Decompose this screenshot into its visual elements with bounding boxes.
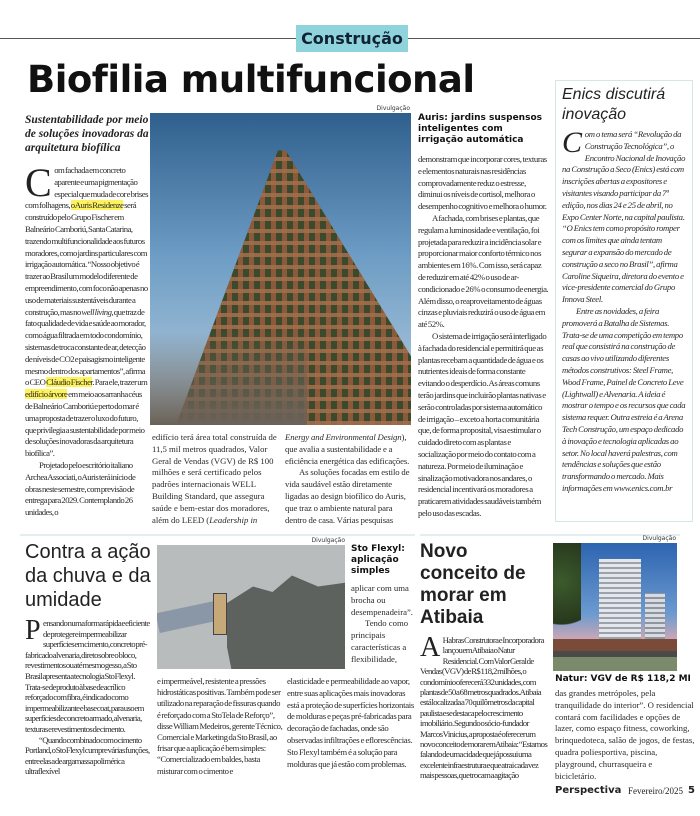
text: om fachada em concreto aparente e uma pigmentação especial que muda de cor e brises com folhagens, — [25, 165, 148, 211]
sto-col-3 — [351, 583, 415, 666]
natur-headline: Novo conceito de morar em Atibaia — [420, 541, 526, 628]
text: . Para ele, trazer um — [92, 377, 148, 388]
page-title: Biofilia multifuncional — [27, 58, 475, 101]
natur-photo — [553, 543, 677, 671]
tree — [553, 543, 581, 639]
text: ensando numa forma rápida e eficiente de proteger e impermeabilizar superfícies em cimento, concreto pré-fabricado alvenaria, direto sobre o bloco, revestimentos ou até mesmo gesso, a Sto Brasil apresenta a tecnologia Sto Flexyl. Trata-se de produto à base de acrílico reforçado com fibra, é indicado como impermeabilizante e base coat, para uso em superfícies de concreto armado, alvenaria, texturas e revestimentos de cimento. — [25, 618, 150, 734]
tower-base-shadow — [150, 331, 307, 425]
paragraph: As soluções focadas em estilo de vida saudável estão diretamente ligadas ao design biofílico do Auris, que traz o ambiente natural para dentro de casa. Várias pesquisas — [285, 467, 410, 525]
issue-date: Fevereiro/2025 — [628, 786, 683, 796]
divider — [20, 534, 415, 536]
italic-term: Leadership in — [209, 514, 258, 525]
drop-cap: A — [420, 632, 440, 663]
paragraph: Tendo como principais características a flexibilidade, — [351, 618, 409, 664]
sidebar-inner — [562, 85, 686, 495]
text: será construído pelo Grupo Fischer em Balneário Camboriú, Santa Catarina, trazendo multifuncionalidade aos futuros moradores, como jardins particulares com irrigação automática. “Nosso objetivo é trazer ao Brasil um modelo diferente de empreendimento, com foco não apenas no uso de materiais sustentáveis durante a construção, mas no — [25, 200, 148, 317]
paragraph: aplicar com uma brocha ou desempenadeira”. — [351, 583, 413, 617]
header-rule-left — [0, 38, 296, 39]
section-badge: Construção — [296, 25, 408, 52]
drop-cap: C — [25, 160, 52, 205]
sto-col-1 — [25, 615, 151, 777]
natur-col-1 — [420, 632, 549, 781]
italic-term: Energy and Environmental Design — [285, 432, 402, 442]
text: em meio aos arranha céus de Balneário Camboriú e perto do mar é uma proposta de trazer o luxo do futuro, que privilegia a sustentabilidade por meio de soluções inovadoras da arquitetura biofílica”. — [25, 389, 145, 459]
highlight: edifício árvore — [25, 389, 68, 400]
photo-credit: Divulgação — [642, 535, 676, 542]
main-col-4-block — [418, 113, 549, 520]
building-tower — [599, 559, 641, 647]
main-col-1 — [25, 160, 149, 519]
photo-caption: Sto Flexyl: aplicação simples — [351, 544, 405, 576]
sidebar-body — [562, 126, 686, 495]
brush-icon — [213, 593, 227, 635]
sto-col-3-block — [351, 544, 415, 666]
text: Habras Construtora e Incorporadora lançou em Atibaia o Natur Residencial. Com Valor Geral de Vendas (VGV) de R$ 118,2 milhões, o condomínio oferecerá 332 unidades, com plantas de 50 a 68 metros quadrados. Atibaia está localizada a 70 quilômetros da capital paulista e se destaca pelo crescimento imobiliário. Segundo o sócio-fundador Marcos Vinicius, a proposta é oferecer um novo conceito de morar em Atibaia: “Estamos falando de uma cidade que já possui uma excelente infraestrutura e que atrai cada vez mais pessoas, que trocam a agitação — [420, 635, 548, 781]
text: ), que avalia a sustentabilidade e a eficiência energética das edificações. — [285, 432, 410, 466]
photo-caption: Auris: jardins suspensos inteligentes com irrigação automática — [418, 113, 542, 145]
sidebar-box — [555, 80, 693, 522]
main-col-2 — [152, 432, 280, 526]
road — [553, 657, 677, 671]
sidebar-title: Enics discutirá inovação — [562, 86, 666, 123]
sto-col-2: e impermeável, resistente a pressões hidrostáticas positivas. Também pode ser utilizado na reparação de fissuras quando é reforçado com a StoTela de Reforço”, disse William Medeiros, gerente Técnico, Comercial e Marketing da Sto Brasil, ao frisar que a aplicação é bem simples: “Comercializado em baldes, basta misturar com o cimento e — [157, 676, 283, 776]
highlight: Cláudio Fischer — [46, 377, 93, 388]
publication-name: Perspectiva — [555, 785, 622, 796]
paragraph: Projetado pelo escritório italiano Archea Associati, o Auris terá início de obras neste semestre, com previsão de entrega para 2029. Contemplando 26 unidades, o — [25, 459, 136, 518]
sto-col-1-block — [25, 540, 151, 777]
text: , que traz de fato qualidade de vida e saúde ao morador, como água filtrada em todo condomínio, sistemas de troca constante de ar, detecção de níveis de CO2 e paisagismo inteligente mesmo dentro dos apartamentos”, afirma o CEO — [25, 306, 146, 388]
photo-caption: Natur: VGV de R$ 118,2 MI — [555, 674, 691, 684]
photo-credit: Divulgação — [311, 537, 345, 544]
text: om o tema será “Revolução da Construção Tecnológica”, o Encontro Nacional de Inovação na Construção a Seco (Enics) está com inscrições abertas a expositores e visitantes visando participar da 7ª edição, nos dias 24 e 25 de abril, no Expo Center Norte, na capital paulista. “O Enics tem como propósito romper com os limites que ainda tentam segurar a expansão do mercado de construção a seco no Brasil”, afirma Caroline Siqueira, diretora do evento e vice-presidente comercial do Grupo Innova Steel. — [562, 129, 686, 305]
highlight: o Auris Residenze — [70, 200, 124, 211]
arm — [157, 601, 218, 633]
drop-cap: C — [562, 126, 582, 159]
paragraph: “Quando combinado com o cimento Portland, o Sto Flexyl cumpre várias funções, entre elas a de argamassa polimérica ultraflexível — [25, 734, 150, 777]
paragraph: A fachada, com brises e plantas, que regulam a luminosidade e ventilação, foi projetada para reduzir a incidência solar e proporcionar maior conforto térmico nos ambientes em 16%. Com isso, será capaz de reduzir em até 42% o uso de ar-condicionado e 26% o consumo de energia. Além disso, o reaproveitamento de águas cinzas e pluviais reduzirá o uso de água em até 52%. — [418, 212, 549, 330]
italic-term: well living — [81, 306, 112, 317]
natur-col-2: das grandes metrópoles, pela tranquilidade do interior”. O residencial contará com facilidades e opções de lazer, como espaço fitness, coworking, brinquedoteca, salão de jogos, de festas, quadra poliesportiva, piscina, playground, churrasqueira e bicicletário. — [555, 688, 695, 781]
tower-photo — [150, 113, 411, 425]
text: edifício terá área total construída de 11,5 mil metros quadrados, Valor Geral de Vendas (VGV) de R$ 100 milhões e será certificado pelos padrões internacionais WELL Building Standard, que assegura saúde e bem-estar dos moradores, além do LEED ( — [152, 432, 277, 525]
main-col-1-block — [25, 113, 149, 519]
header-rule-right — [408, 38, 700, 39]
photo-credit: Divulgação — [376, 105, 410, 112]
sto-headline: Contra a ação da chuva e da umidade — [25, 541, 151, 611]
sto-col-4: elasticidade e permeabilidade ao vapor, entre suas aplicações mais inovadoras está a proteção de superfícies horizontais de molduras e peças pré-fabricadas para decoração de fachadas, onde são observadas infiltrações e eflorescências. Sto Flexyl também é a solução para molduras que já estão com problemas. — [287, 676, 414, 769]
main-col-4 — [418, 154, 549, 520]
drop-cap: P — [25, 615, 40, 646]
wall — [553, 639, 677, 651]
sto-photo — [157, 545, 345, 669]
page-number: 5 — [688, 785, 695, 796]
coating-patch — [227, 570, 345, 669]
paragraph: Entre as novidades, a feira promoverá a Batalha de Sistemas. Trata-se de uma competição em tempo real que consistirá na construção de casas ao vivo utilizando diferentes métodos construtivos: Steel Frame, Wood Frame, Painel de Concreto Leve (Lightwall) e Alvenaria. A ideia é mostrar o tempo e os recursos que cada sistema requer. Outra estreia é a Arena Tech Construção, um espaço dedicado à inovação e tecnologia aplicadas ao setor. No local haverá palestras, com tendências e soluções que estão transformando o mercado. Mais informações em www.enics.com.br — [562, 305, 686, 493]
paragraph: demonstram que incorporar cores, texturas e elementos naturais nas residências comprovadamente reduz o estresse, diminui os níveis de cortisol, melhora o desempenho cognitivo e melhora o humor. — [418, 154, 547, 212]
article-subtitle: Sustentabilidade por meio de soluções inovadoras da arquitetura biofílica — [25, 114, 149, 154]
paragraph: O sistema de irrigação será interligado à fachada do residencial e permitirá que as plantas recebam a quantidade de água e os nutrientes ideais de forma constante evitando o desperdício. As áreas comuns terão jardins que incluirão plantas nativas e serão controladas por sistema automático de irrigação – exceto a horta comunitária que, de forma proposital, visa estimular o cuidado direto com as plantas e socialização por meio do contato com a natureza. Por meio de iluminação e sinalização motivadora nos andares, o residencial incentivará os moradores a praticarem atividades saudáveis também pelo uso das escadas. — [418, 330, 547, 518]
main-col-3 — [285, 432, 412, 526]
natur-col-1-block — [420, 541, 549, 781]
